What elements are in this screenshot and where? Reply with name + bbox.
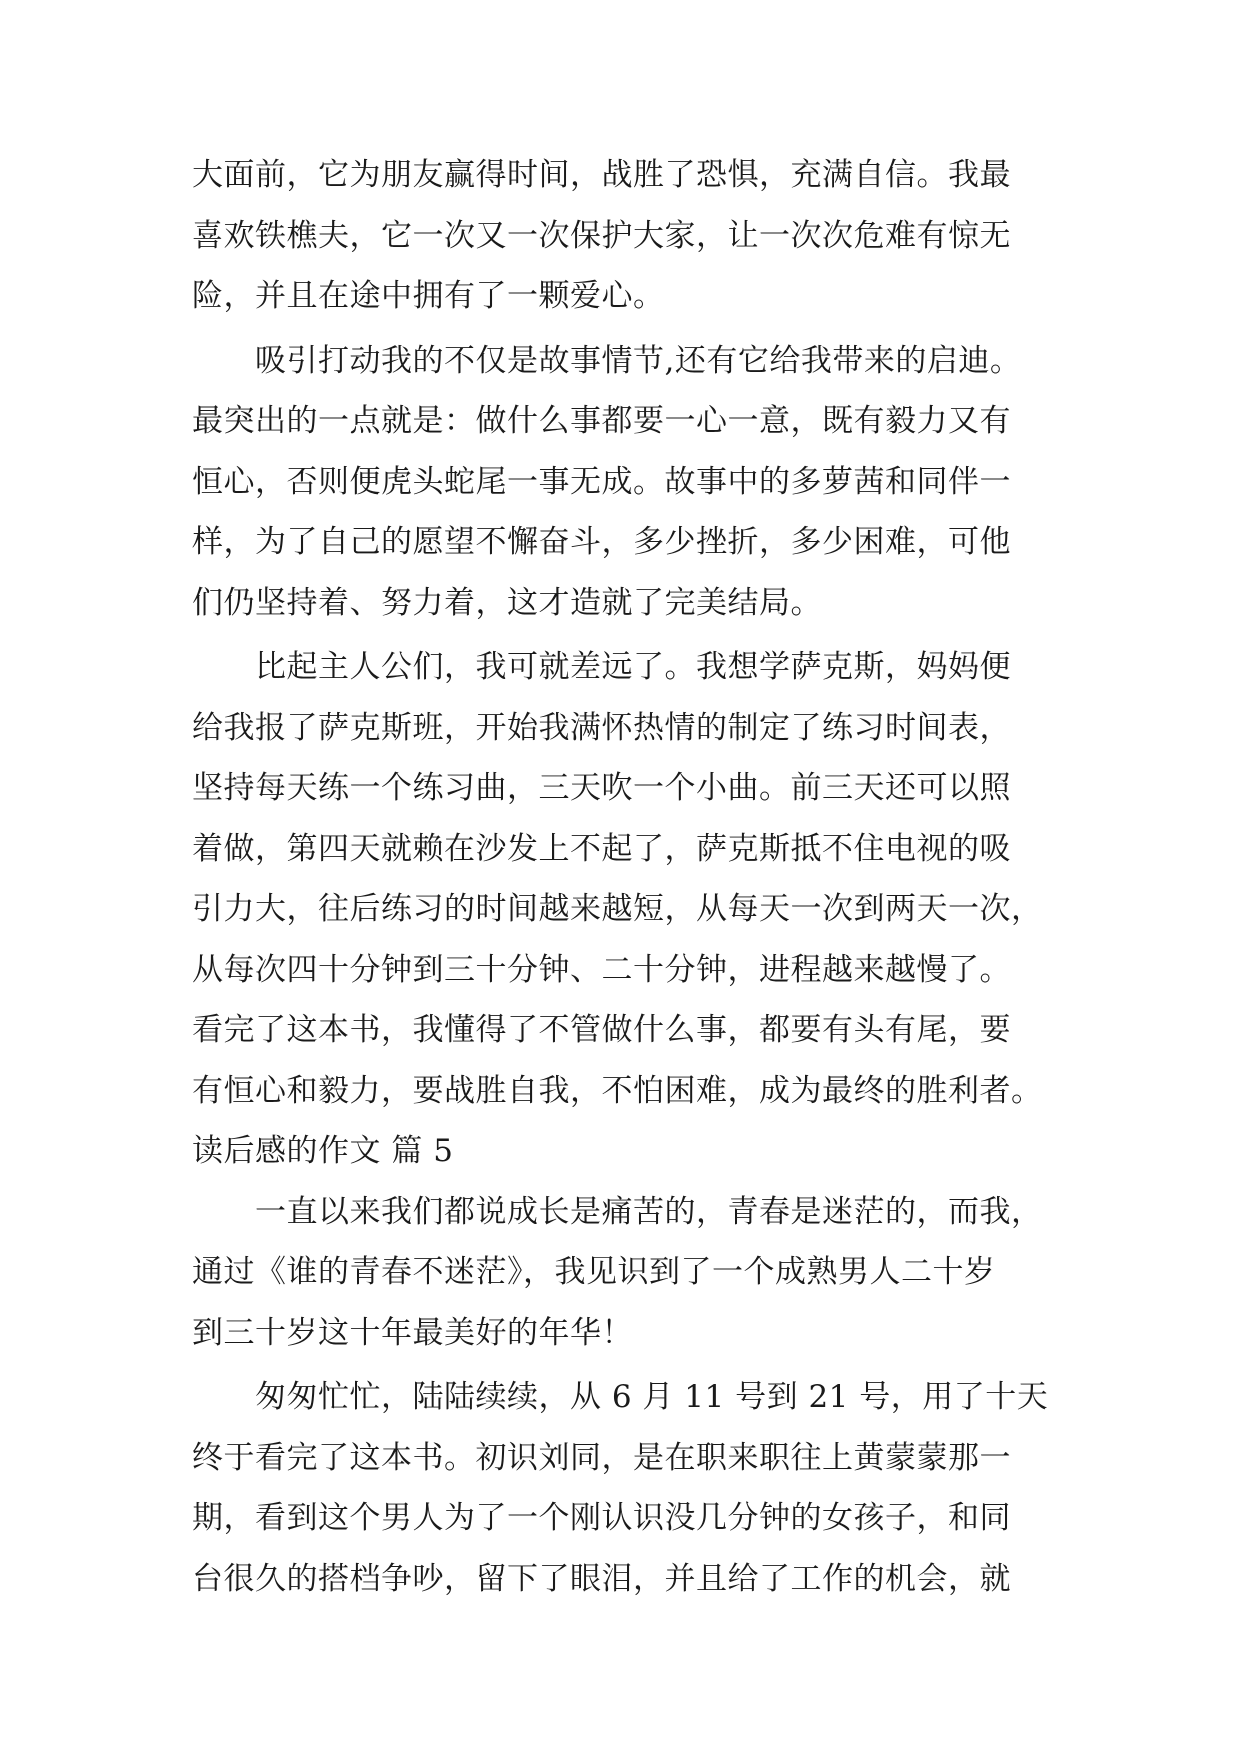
- text-line: 终于看完了这本书。初识刘同，是在职来职往上黄蒙蒙那一: [192, 1439, 1011, 1476]
- text-line: 台很久的搭档争吵，留下了眼泪，并且给了工作的机会，就: [192, 1560, 1011, 1597]
- text-line: 通过《谁的青春不迷茫》，我见识到了一个成熟男人二十岁: [192, 1254, 996, 1290]
- text-line: 恒心，否则便虎头蛇尾一事无成。故事中的多萝茜和同伴一: [192, 463, 1011, 500]
- text-line: 到三十岁这十年最美好的年华！: [192, 1314, 633, 1351]
- text-line: 从每次四十分钟到三十分钟、二十分钟，进程越来越慢了。: [192, 951, 1011, 988]
- text-line: 给我报了萨克斯班，开始我满怀热情的制定了练习时间表，: [192, 709, 1011, 746]
- text-line: 坚持每天练一个练习曲，三天吹一个小曲。前三天还可以照: [192, 770, 1011, 806]
- text-line: 喜欢铁樵夫，它一次又一次保护大家，让一次次危难有惊无: [192, 217, 1011, 254]
- text-line: 最突出的一点就是：做什么事都要一心一意，既有毅力又有: [192, 403, 1011, 439]
- text-line: 期，看到这个男人为了一个刚认识没几分钟的女孩子，和同: [192, 1500, 1011, 1536]
- paragraph-start-line: 匆匆忙忙，陆陆续续，从 6 月 11 号到 21 号，用了十天: [192, 1379, 1049, 1415]
- text-line: 看完了这本书，我懂得了不管做什么事，都要有头有尾，要: [192, 1012, 1011, 1048]
- paragraph-start-line: 一直以来我们都说成长是痛苦的，青春是迷茫的，而我，: [192, 1193, 1043, 1230]
- text-line: 着做，第四天就赖在沙发上不起了，萨克斯抵不住电视的吸: [192, 830, 1011, 867]
- text-line: 们仍坚持着、努力着，这才造就了完美结局。: [192, 584, 822, 621]
- section-heading: 读后感的作文 篇 5: [192, 1133, 454, 1169]
- paragraph-start-line: 比起主人公们，我可就差远了。我想学萨克斯，妈妈便: [192, 649, 1011, 685]
- document-page: [192, 145, 1062, 1609]
- paragraph-start-line: 吸引打动我的不仅是故事情节,还有它给我带来的启迪。: [192, 342, 1022, 379]
- text-line: 有恒心和毅力，要战胜自我，不怕困难，成为最终的胜利者。: [192, 1072, 1043, 1109]
- text-line: 险，并且在途中拥有了一颗爱心。: [192, 278, 665, 314]
- text-line: 大面前，它为朋友赢得时间，战胜了恐惧，充满自信。我最: [192, 157, 1011, 193]
- text-line: 样，为了自己的愿望不懈奋斗，多少挫折，多少困难，可他: [192, 524, 1011, 560]
- text-line: 引力大，往后练习的时间越来越短，从每天一次到两天一次，: [192, 891, 1043, 927]
